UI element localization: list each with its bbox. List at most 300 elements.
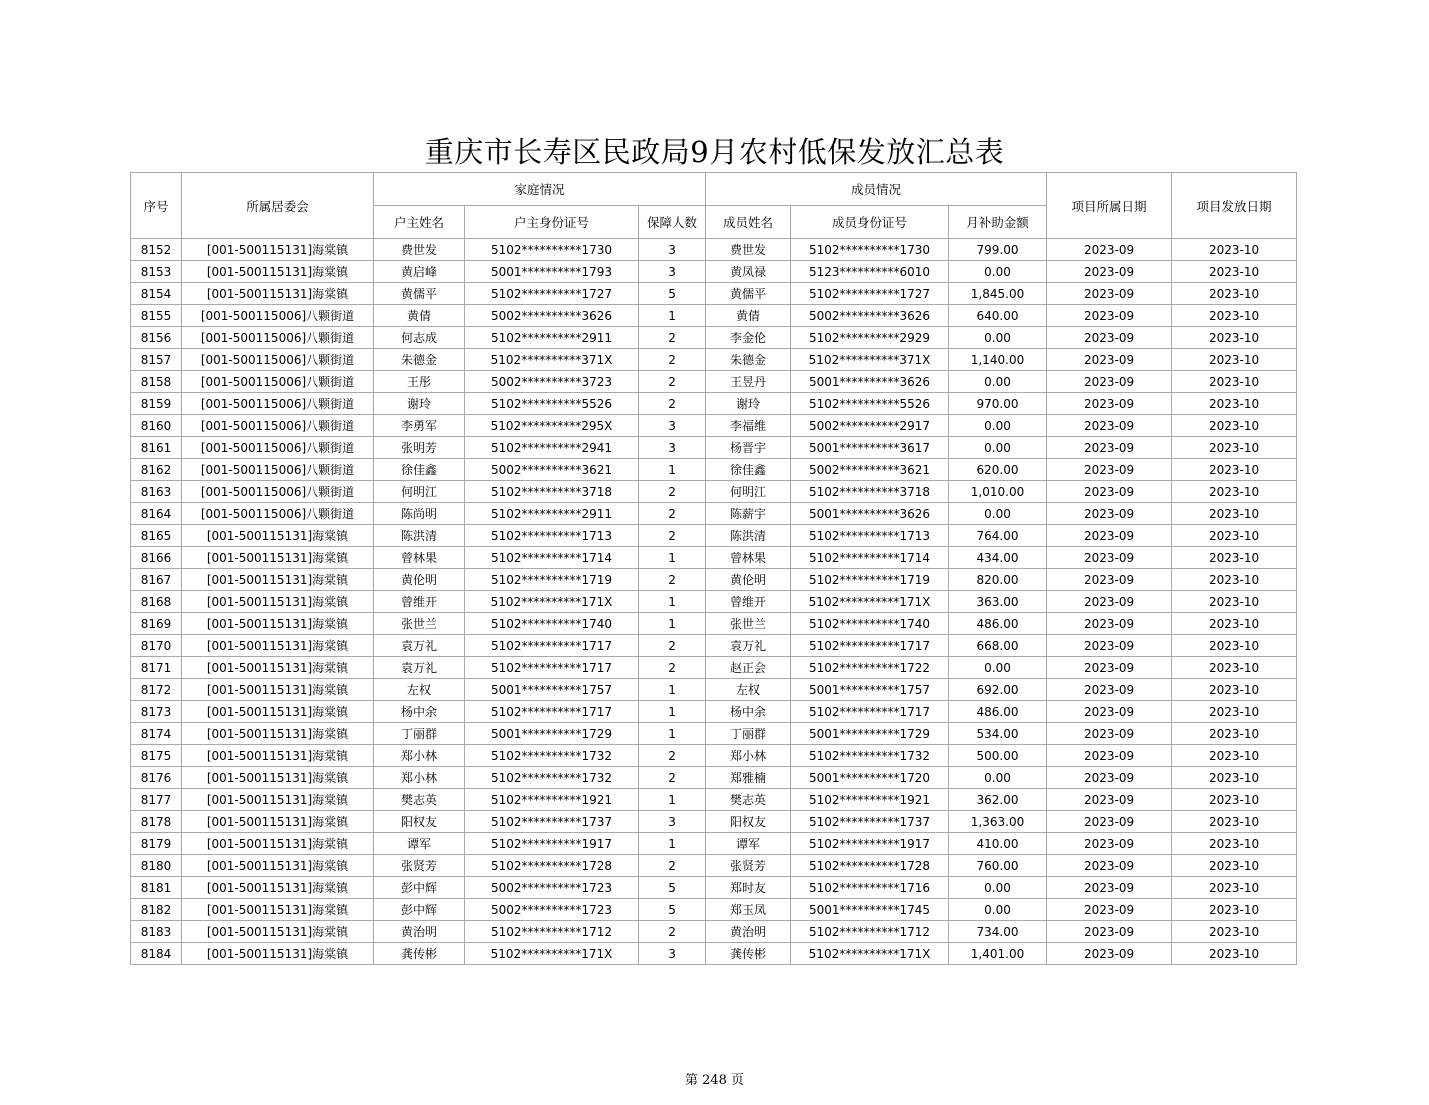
cell-project-date: 2023-09 — [1047, 657, 1172, 679]
cell-project-date: 2023-09 — [1047, 481, 1172, 503]
table-row — [131, 877, 1297, 899]
cell-member-name: 郑小林 — [706, 745, 791, 767]
table-row — [131, 899, 1297, 921]
cell-member-id: 5102**********2929 — [791, 327, 949, 349]
cell-seq: 8173 — [131, 701, 182, 723]
cell-seq: 8153 — [131, 261, 182, 283]
cell-seq: 8181 — [131, 877, 182, 899]
cell-guarantee-count: 2 — [639, 657, 706, 679]
cell-committee: [001-500115006]八颗街道 — [182, 481, 374, 503]
cell-guarantee-count: 2 — [639, 525, 706, 547]
cell-guarantee-count: 5 — [639, 283, 706, 305]
cell-member-id: 5002**********2917 — [791, 415, 949, 437]
cell-issue-date: 2023-10 — [1172, 371, 1297, 393]
cell-seq: 8165 — [131, 525, 182, 547]
cell-seq: 8157 — [131, 349, 182, 371]
cell-member-name: 赵正会 — [706, 657, 791, 679]
table-row — [131, 481, 1297, 503]
cell-committee: [001-500115006]八颗街道 — [182, 437, 374, 459]
cell-member-id: 5102**********1713 — [791, 525, 949, 547]
cell-issue-date: 2023-10 — [1172, 481, 1297, 503]
cell-head-name: 黄启峰 — [374, 261, 465, 283]
cell-member-id: 5102**********1728 — [791, 855, 949, 877]
cell-issue-date: 2023-10 — [1172, 349, 1297, 371]
cell-committee: [001-500115131]海棠镇 — [182, 921, 374, 943]
cell-seq: 8166 — [131, 547, 182, 569]
table-row — [131, 239, 1297, 261]
cell-project-date: 2023-09 — [1047, 591, 1172, 613]
table-row — [131, 635, 1297, 657]
cell-member-name: 阳权友 — [706, 811, 791, 833]
table-row — [131, 745, 1297, 767]
table-row — [131, 613, 1297, 635]
cell-head-name: 杨中余 — [374, 701, 465, 723]
header-issue-date: 项目发放日期 — [1172, 173, 1297, 239]
cell-guarantee-count: 1 — [639, 789, 706, 811]
cell-head-name: 谢玲 — [374, 393, 465, 415]
cell-head-name: 阳权友 — [374, 811, 465, 833]
cell-issue-date: 2023-10 — [1172, 723, 1297, 745]
cell-project-date: 2023-09 — [1047, 547, 1172, 569]
cell-guarantee-count: 2 — [639, 855, 706, 877]
cell-guarantee-count: 2 — [639, 349, 706, 371]
cell-project-date: 2023-09 — [1047, 921, 1172, 943]
cell-committee: [001-500115131]海棠镇 — [182, 811, 374, 833]
cell-monthly-subsidy: 0.00 — [949, 371, 1047, 393]
cell-monthly-subsidy: 764.00 — [949, 525, 1047, 547]
cell-issue-date: 2023-10 — [1172, 767, 1297, 789]
cell-committee: [001-500115131]海棠镇 — [182, 943, 374, 965]
cell-committee: [001-500115006]八颗街道 — [182, 459, 374, 481]
cell-guarantee-count: 3 — [639, 261, 706, 283]
cell-head-id: 5102**********1730 — [465, 239, 639, 261]
cell-project-date: 2023-09 — [1047, 283, 1172, 305]
cell-member-name: 谢玲 — [706, 393, 791, 415]
cell-member-name: 郑玉凤 — [706, 899, 791, 921]
cell-guarantee-count: 2 — [639, 921, 706, 943]
table-row — [131, 679, 1297, 701]
cell-monthly-subsidy: 820.00 — [949, 569, 1047, 591]
table-row — [131, 525, 1297, 547]
table-row — [131, 547, 1297, 569]
cell-project-date: 2023-09 — [1047, 503, 1172, 525]
cell-issue-date: 2023-10 — [1172, 943, 1297, 965]
cell-project-date: 2023-09 — [1047, 459, 1172, 481]
cell-guarantee-count: 2 — [639, 569, 706, 591]
cell-project-date: 2023-09 — [1047, 943, 1172, 965]
header-family-group: 家庭情况 — [374, 173, 706, 206]
cell-head-name: 樊志英 — [374, 789, 465, 811]
cell-monthly-subsidy: 363.00 — [949, 591, 1047, 613]
cell-committee: [001-500115006]八颗街道 — [182, 371, 374, 393]
table-row — [131, 701, 1297, 723]
cell-committee: [001-500115131]海棠镇 — [182, 569, 374, 591]
cell-member-id: 5102**********3718 — [791, 481, 949, 503]
cell-member-id: 5001**********1729 — [791, 723, 949, 745]
cell-member-name: 李福维 — [706, 415, 791, 437]
cell-guarantee-count: 1 — [639, 833, 706, 855]
page-number: 第 248 页 — [684, 1073, 745, 1088]
cell-head-id: 5102**********1732 — [465, 745, 639, 767]
cell-committee: [001-500115131]海棠镇 — [182, 833, 374, 855]
cell-member-id: 5102**********1737 — [791, 811, 949, 833]
cell-member-name: 曾维开 — [706, 591, 791, 613]
cell-head-name: 曾林果 — [374, 547, 465, 569]
cell-committee: [001-500115131]海棠镇 — [182, 239, 374, 261]
cell-guarantee-count: 3 — [639, 239, 706, 261]
cell-monthly-subsidy: 0.00 — [949, 327, 1047, 349]
cell-seq: 8184 — [131, 943, 182, 965]
cell-member-id: 5102**********171X — [791, 943, 949, 965]
cell-head-name: 李勇军 — [374, 415, 465, 437]
cell-head-name: 袁万礼 — [374, 657, 465, 679]
cell-monthly-subsidy: 0.00 — [949, 415, 1047, 437]
cell-committee: [001-500115006]八颗街道 — [182, 503, 374, 525]
cell-issue-date: 2023-10 — [1172, 239, 1297, 261]
cell-monthly-subsidy: 640.00 — [949, 305, 1047, 327]
cell-committee: [001-500115131]海棠镇 — [182, 657, 374, 679]
page-title: 重庆市长寿区民政局9月农村低保发放汇总表 — [424, 135, 1005, 169]
cell-member-id: 5001**********3626 — [791, 503, 949, 525]
cell-issue-date: 2023-10 — [1172, 921, 1297, 943]
cell-committee: [001-500115131]海棠镇 — [182, 855, 374, 877]
cell-seq: 8158 — [131, 371, 182, 393]
cell-committee: [001-500115131]海棠镇 — [182, 261, 374, 283]
cell-monthly-subsidy: 486.00 — [949, 701, 1047, 723]
cell-member-id: 5102**********1921 — [791, 789, 949, 811]
table-header — [131, 173, 1297, 239]
cell-issue-date: 2023-10 — [1172, 393, 1297, 415]
cell-issue-date: 2023-10 — [1172, 525, 1297, 547]
cell-member-id: 5102**********1740 — [791, 613, 949, 635]
cell-member-name: 张贤芳 — [706, 855, 791, 877]
cell-head-name: 丁丽群 — [374, 723, 465, 745]
cell-project-date: 2023-09 — [1047, 393, 1172, 415]
cell-committee: [001-500115131]海棠镇 — [182, 613, 374, 635]
cell-member-id: 5001**********1720 — [791, 767, 949, 789]
table-row — [131, 305, 1297, 327]
cell-head-id: 5102**********1714 — [465, 547, 639, 569]
cell-head-id: 5102**********2941 — [465, 437, 639, 459]
cell-guarantee-count: 1 — [639, 305, 706, 327]
cell-head-name: 郑小林 — [374, 745, 465, 767]
cell-project-date: 2023-09 — [1047, 635, 1172, 657]
table-row — [131, 261, 1297, 283]
cell-seq: 8162 — [131, 459, 182, 481]
cell-seq: 8178 — [131, 811, 182, 833]
cell-committee: [001-500115131]海棠镇 — [182, 877, 374, 899]
cell-committee: [001-500115131]海棠镇 — [182, 283, 374, 305]
cell-member-id: 5102**********1717 — [791, 635, 949, 657]
cell-committee: [001-500115006]八颗街道 — [182, 327, 374, 349]
cell-seq: 8179 — [131, 833, 182, 855]
cell-committee: [001-500115131]海棠镇 — [182, 635, 374, 657]
cell-monthly-subsidy: 799.00 — [949, 239, 1047, 261]
cell-member-id: 5102**********1714 — [791, 547, 949, 569]
cell-monthly-subsidy: 434.00 — [949, 547, 1047, 569]
cell-member-id: 5102**********1730 — [791, 239, 949, 261]
cell-member-id: 5102**********1722 — [791, 657, 949, 679]
cell-head-name: 王彤 — [374, 371, 465, 393]
cell-member-id: 5001**********1745 — [791, 899, 949, 921]
cell-member-name: 陈薪宇 — [706, 503, 791, 525]
cell-head-id: 5002**********3626 — [465, 305, 639, 327]
header-seq: 序号 — [131, 173, 182, 239]
cell-head-name: 张世兰 — [374, 613, 465, 635]
cell-member-name: 黄儒平 — [706, 283, 791, 305]
cell-seq: 8169 — [131, 613, 182, 635]
cell-issue-date: 2023-10 — [1172, 811, 1297, 833]
cell-monthly-subsidy: 0.00 — [949, 437, 1047, 459]
cell-guarantee-count: 3 — [639, 943, 706, 965]
cell-guarantee-count: 2 — [639, 481, 706, 503]
cell-member-id: 5001**********1757 — [791, 679, 949, 701]
cell-head-id: 5102**********2911 — [465, 327, 639, 349]
cell-committee: [001-500115131]海棠镇 — [182, 767, 374, 789]
cell-issue-date: 2023-10 — [1172, 855, 1297, 877]
cell-head-name: 何志成 — [374, 327, 465, 349]
cell-seq: 8164 — [131, 503, 182, 525]
cell-committee: [001-500115006]八颗街道 — [182, 305, 374, 327]
cell-issue-date: 2023-10 — [1172, 745, 1297, 767]
cell-project-date: 2023-09 — [1047, 349, 1172, 371]
cell-monthly-subsidy: 0.00 — [949, 503, 1047, 525]
cell-issue-date: 2023-10 — [1172, 503, 1297, 525]
cell-seq: 8152 — [131, 239, 182, 261]
cell-monthly-subsidy: 760.00 — [949, 855, 1047, 877]
cell-member-id: 5102**********1727 — [791, 283, 949, 305]
cell-project-date: 2023-09 — [1047, 371, 1172, 393]
cell-committee: [001-500115131]海棠镇 — [182, 899, 374, 921]
cell-monthly-subsidy: 0.00 — [949, 877, 1047, 899]
cell-member-name: 曾林果 — [706, 547, 791, 569]
cell-project-date: 2023-09 — [1047, 613, 1172, 635]
cell-issue-date: 2023-10 — [1172, 547, 1297, 569]
header-monthly-subsidy: 月补助金额 — [949, 206, 1047, 239]
table-row — [131, 503, 1297, 525]
cell-head-id: 5002**********3723 — [465, 371, 639, 393]
cell-issue-date: 2023-10 — [1172, 613, 1297, 635]
cell-committee: [001-500115131]海棠镇 — [182, 745, 374, 767]
cell-head-id: 5102**********1737 — [465, 811, 639, 833]
cell-project-date: 2023-09 — [1047, 261, 1172, 283]
cell-seq: 8168 — [131, 591, 182, 613]
header-project-date: 项目所属日期 — [1047, 173, 1172, 239]
cell-head-name: 彭中辉 — [374, 877, 465, 899]
cell-committee: [001-500115006]八颗街道 — [182, 349, 374, 371]
cell-project-date: 2023-09 — [1047, 789, 1172, 811]
cell-guarantee-count: 1 — [639, 613, 706, 635]
cell-member-name: 李金伦 — [706, 327, 791, 349]
cell-head-name: 郑小林 — [374, 767, 465, 789]
cell-member-name: 樊志英 — [706, 789, 791, 811]
header-committee: 所属居委会 — [182, 173, 374, 239]
cell-head-name: 黄治明 — [374, 921, 465, 943]
table-row — [131, 371, 1297, 393]
cell-monthly-subsidy: 1,140.00 — [949, 349, 1047, 371]
cell-issue-date: 2023-10 — [1172, 877, 1297, 899]
cell-member-name: 左权 — [706, 679, 791, 701]
cell-issue-date: 2023-10 — [1172, 591, 1297, 613]
cell-guarantee-count: 1 — [639, 459, 706, 481]
cell-member-id: 5002**********3621 — [791, 459, 949, 481]
cell-member-name: 谭军 — [706, 833, 791, 855]
cell-project-date: 2023-09 — [1047, 525, 1172, 547]
cell-seq: 8155 — [131, 305, 182, 327]
cell-head-id: 5001**********1757 — [465, 679, 639, 701]
cell-member-id: 5102**********1917 — [791, 833, 949, 855]
cell-head-name: 陈洪清 — [374, 525, 465, 547]
cell-guarantee-count: 3 — [639, 415, 706, 437]
cell-issue-date: 2023-10 — [1172, 679, 1297, 701]
cell-head-id: 5102**********1712 — [465, 921, 639, 943]
cell-head-id: 5102**********1740 — [465, 613, 639, 635]
cell-guarantee-count: 1 — [639, 591, 706, 613]
cell-seq: 8172 — [131, 679, 182, 701]
cell-project-date: 2023-09 — [1047, 415, 1172, 437]
header-guarantee-count: 保障人数 — [639, 206, 706, 239]
cell-monthly-subsidy: 620.00 — [949, 459, 1047, 481]
table-row — [131, 349, 1297, 371]
cell-member-name: 黄伦明 — [706, 569, 791, 591]
cell-issue-date: 2023-10 — [1172, 305, 1297, 327]
cell-member-id: 5001**********3626 — [791, 371, 949, 393]
cell-seq: 8180 — [131, 855, 182, 877]
cell-guarantee-count: 1 — [639, 547, 706, 569]
cell-committee: [001-500115131]海棠镇 — [182, 591, 374, 613]
cell-guarantee-count: 2 — [639, 767, 706, 789]
cell-head-id: 5102**********371X — [465, 349, 639, 371]
cell-head-id: 5102**********171X — [465, 943, 639, 965]
cell-member-name: 杨晋宇 — [706, 437, 791, 459]
cell-member-name: 费世发 — [706, 239, 791, 261]
cell-project-date: 2023-09 — [1047, 745, 1172, 767]
cell-head-id: 5102**********1917 — [465, 833, 639, 855]
cell-monthly-subsidy: 668.00 — [949, 635, 1047, 657]
cell-project-date: 2023-09 — [1047, 701, 1172, 723]
table-row — [131, 569, 1297, 591]
cell-monthly-subsidy: 1,401.00 — [949, 943, 1047, 965]
cell-project-date: 2023-09 — [1047, 767, 1172, 789]
table-row — [131, 723, 1297, 745]
cell-head-id: 5102**********3718 — [465, 481, 639, 503]
table-row — [131, 327, 1297, 349]
cell-head-name: 曾维开 — [374, 591, 465, 613]
cell-head-id: 5102**********171X — [465, 591, 639, 613]
cell-committee: [001-500115131]海棠镇 — [182, 547, 374, 569]
cell-seq: 8182 — [131, 899, 182, 921]
cell-head-id: 5001**********1793 — [465, 261, 639, 283]
cell-seq: 8171 — [131, 657, 182, 679]
cell-monthly-subsidy: 0.00 — [949, 767, 1047, 789]
cell-issue-date: 2023-10 — [1172, 701, 1297, 723]
cell-guarantee-count: 1 — [639, 723, 706, 745]
cell-monthly-subsidy: 734.00 — [949, 921, 1047, 943]
cell-head-id: 5102**********1717 — [465, 635, 639, 657]
cell-guarantee-count: 5 — [639, 899, 706, 921]
cell-member-name: 黄倩 — [706, 305, 791, 327]
cell-member-id: 5001**********3617 — [791, 437, 949, 459]
cell-member-name: 张世兰 — [706, 613, 791, 635]
cell-project-date: 2023-09 — [1047, 239, 1172, 261]
cell-seq: 8170 — [131, 635, 182, 657]
cell-monthly-subsidy: 1,363.00 — [949, 811, 1047, 833]
cell-member-name: 郑时友 — [706, 877, 791, 899]
cell-committee: [001-500115131]海棠镇 — [182, 789, 374, 811]
cell-guarantee-count: 2 — [639, 371, 706, 393]
cell-head-name: 徐佳鑫 — [374, 459, 465, 481]
cell-head-id: 5102**********1717 — [465, 657, 639, 679]
header-head-name: 户主姓名 — [374, 206, 465, 239]
cell-seq: 8159 — [131, 393, 182, 415]
cell-monthly-subsidy: 0.00 — [949, 261, 1047, 283]
cell-head-name: 黄倩 — [374, 305, 465, 327]
cell-member-name: 郑雅楠 — [706, 767, 791, 789]
cell-member-name: 朱德金 — [706, 349, 791, 371]
cell-issue-date: 2023-10 — [1172, 657, 1297, 679]
cell-head-name: 张贤芳 — [374, 855, 465, 877]
cell-issue-date: 2023-10 — [1172, 415, 1297, 437]
cell-monthly-subsidy: 970.00 — [949, 393, 1047, 415]
cell-project-date: 2023-09 — [1047, 855, 1172, 877]
table-row — [131, 767, 1297, 789]
cell-head-id: 5102**********1728 — [465, 855, 639, 877]
cell-issue-date: 2023-10 — [1172, 437, 1297, 459]
cell-guarantee-count: 2 — [639, 635, 706, 657]
table-row — [131, 437, 1297, 459]
cell-project-date: 2023-09 — [1047, 327, 1172, 349]
cell-head-id: 5102**********2911 — [465, 503, 639, 525]
table-row — [131, 657, 1297, 679]
cell-committee: [001-500115131]海棠镇 — [182, 679, 374, 701]
cell-issue-date: 2023-10 — [1172, 261, 1297, 283]
cell-head-name: 费世发 — [374, 239, 465, 261]
cell-project-date: 2023-09 — [1047, 833, 1172, 855]
cell-head-name: 黄伦明 — [374, 569, 465, 591]
cell-seq: 8156 — [131, 327, 182, 349]
cell-head-name: 左权 — [374, 679, 465, 701]
cell-head-id: 5102**********1713 — [465, 525, 639, 547]
cell-guarantee-count: 5 — [639, 877, 706, 899]
cell-member-name: 徐佳鑫 — [706, 459, 791, 481]
cell-guarantee-count: 2 — [639, 503, 706, 525]
cell-head-name: 张明芳 — [374, 437, 465, 459]
cell-guarantee-count: 1 — [639, 679, 706, 701]
cell-head-id: 5102**********5526 — [465, 393, 639, 415]
cell-head-id: 5002**********3621 — [465, 459, 639, 481]
cell-head-name: 谭军 — [374, 833, 465, 855]
cell-member-name: 龚传彬 — [706, 943, 791, 965]
cell-member-name: 黄凤禄 — [706, 261, 791, 283]
cell-issue-date: 2023-10 — [1172, 899, 1297, 921]
cell-member-name: 袁万礼 — [706, 635, 791, 657]
cell-issue-date: 2023-10 — [1172, 327, 1297, 349]
cell-seq: 8183 — [131, 921, 182, 943]
cell-head-name: 朱德金 — [374, 349, 465, 371]
cell-member-name: 杨中余 — [706, 701, 791, 723]
cell-head-id: 5102**********1717 — [465, 701, 639, 723]
cell-head-name: 龚传彬 — [374, 943, 465, 965]
cell-monthly-subsidy: 1,010.00 — [949, 481, 1047, 503]
cell-seq: 8163 — [131, 481, 182, 503]
cell-monthly-subsidy: 486.00 — [949, 613, 1047, 635]
cell-committee: [001-500115131]海棠镇 — [182, 701, 374, 723]
cell-member-name: 何明江 — [706, 481, 791, 503]
cell-seq: 8161 — [131, 437, 182, 459]
cell-monthly-subsidy: 1,845.00 — [949, 283, 1047, 305]
cell-monthly-subsidy: 362.00 — [949, 789, 1047, 811]
cell-issue-date: 2023-10 — [1172, 569, 1297, 591]
